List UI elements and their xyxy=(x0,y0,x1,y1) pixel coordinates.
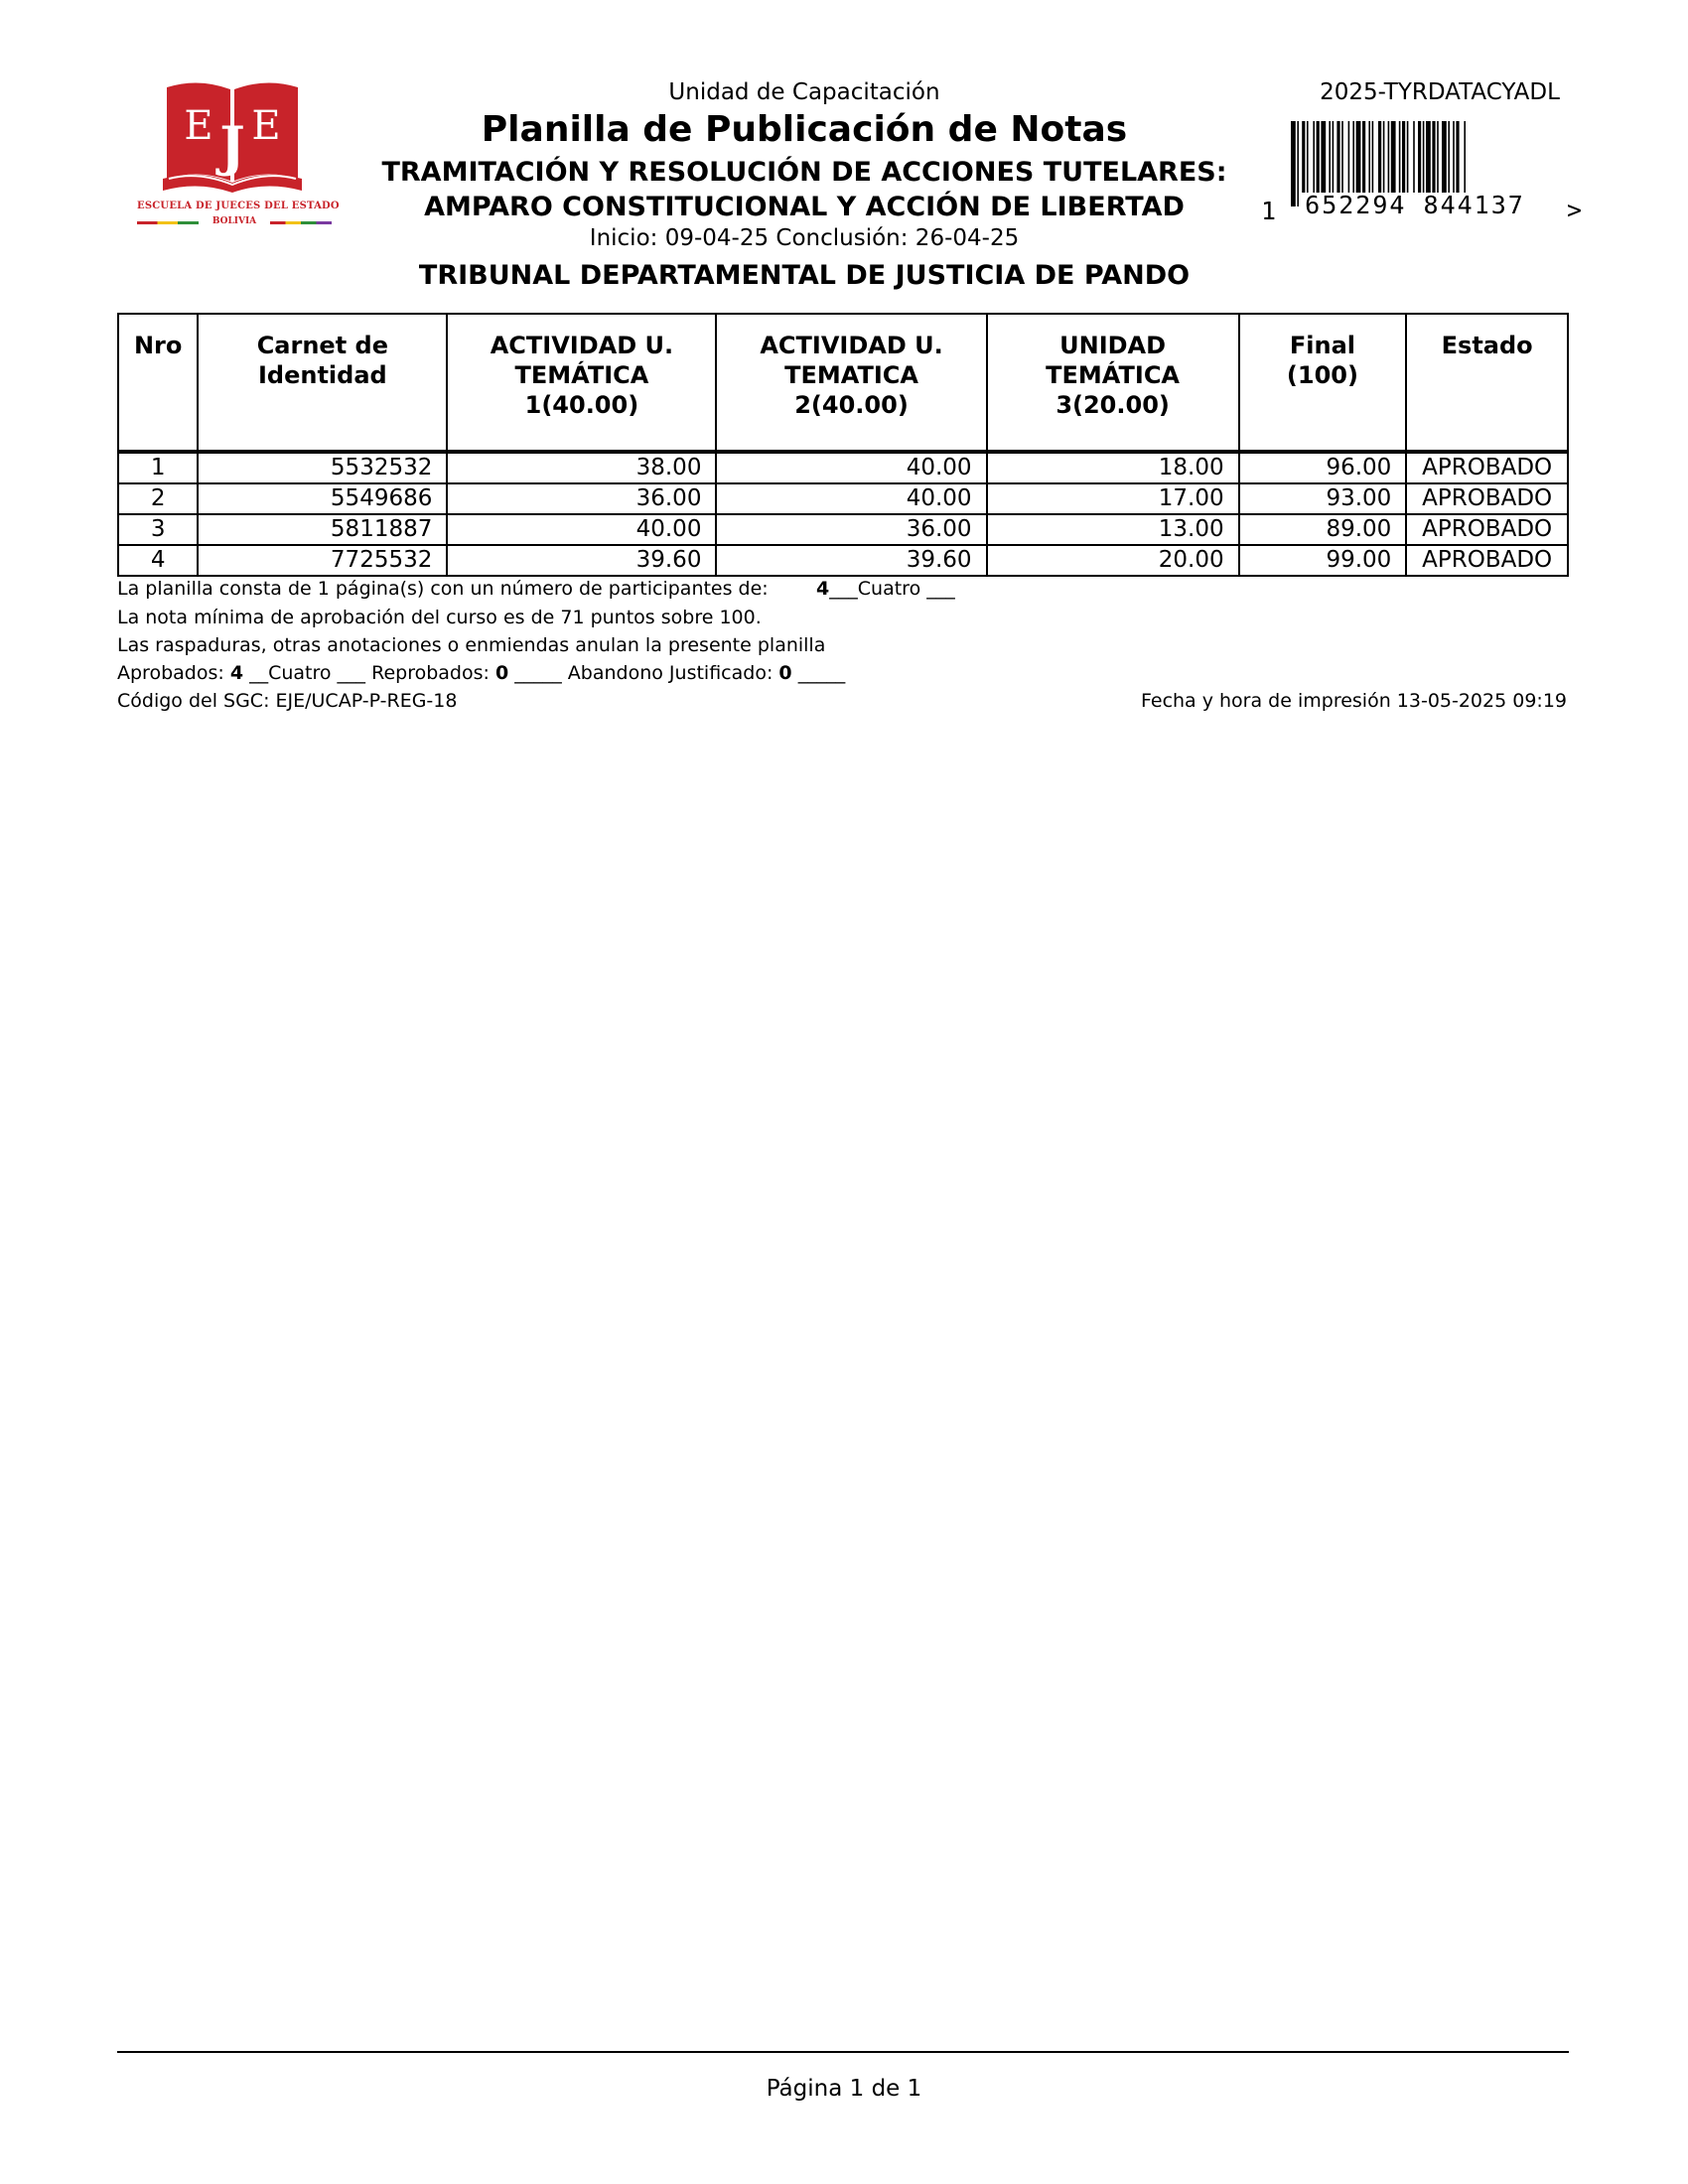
approved-label: Aprobados: xyxy=(117,662,224,684)
cell-unit3: 20.00 xyxy=(987,545,1239,576)
warning-note: Las raspaduras, otras anotaciones o enmiendas anulan la presente planilla xyxy=(117,634,826,656)
approved-words: __Cuatro ___ xyxy=(249,662,366,684)
cell-unit3: 13.00 xyxy=(987,514,1239,545)
cell-activity1: 36.00 xyxy=(447,483,716,514)
table-row xyxy=(118,514,1568,545)
header-activity2 xyxy=(716,314,986,452)
barcode-arrow: > xyxy=(1567,196,1583,224)
header-carnet xyxy=(198,314,447,452)
logo-color-line-right xyxy=(270,221,332,224)
header-activity1-line2: TEMÁTICA xyxy=(514,361,649,389)
header-unit3-line2: TEMÁTICA xyxy=(1046,361,1181,389)
logo-text-school: ESCUELA DE JUECES DEL ESTADO xyxy=(137,201,340,211)
header-final-line2: (100) xyxy=(1286,361,1358,389)
header-activity2-line1: ACTIVIDAD U. xyxy=(760,332,943,359)
header-unit3-line1: UNIDAD xyxy=(1059,332,1167,359)
cell-unit3: 17.00 xyxy=(987,483,1239,514)
cell-final: 96.00 xyxy=(1239,452,1407,483)
print-date: Fecha y hora de impresión 13-05-2025 09:19 xyxy=(1140,690,1567,712)
cell-ci: 5549686 xyxy=(198,483,447,514)
cell-nro: 3 xyxy=(118,514,198,545)
cell-activity1: 38.00 xyxy=(447,452,716,483)
cell-nro: 2 xyxy=(118,483,198,514)
barcode-bar xyxy=(1291,121,1296,206)
header-carnet-line2: Identidad xyxy=(257,361,387,389)
cell-activity2: 40.00 xyxy=(716,483,986,514)
table-header-row xyxy=(118,314,1568,452)
cell-final: 89.00 xyxy=(1239,514,1407,545)
barcode-bar xyxy=(1297,121,1299,206)
cell-activity1: 39.60 xyxy=(447,545,716,576)
header-nro-label: Nro xyxy=(133,332,183,359)
tribunal-name: TRIBUNAL DEPARTAMENTAL DE JUSTICIA DE PANDO xyxy=(418,260,1191,291)
header-activity1-line3: 1(40.00) xyxy=(524,391,639,419)
participants-words: ___Cuatro ___ xyxy=(829,578,955,600)
cell-ci: 5532532 xyxy=(198,452,447,483)
approved-count: 4 xyxy=(229,662,244,684)
cell-estado: APROBADO xyxy=(1406,545,1568,576)
logo-text-country: BOLIVIA xyxy=(211,216,257,226)
participants-note xyxy=(117,578,955,600)
header-activity1-line1: ACTIVIDAD U. xyxy=(490,332,674,359)
logo-letter-right: E xyxy=(251,103,281,149)
header-estado xyxy=(1406,314,1568,452)
document-code: 2025-TYRDATACYADL xyxy=(1320,79,1560,105)
participants-count: 4 xyxy=(816,578,830,600)
header-estado-label: Estado xyxy=(1441,332,1533,359)
cell-activity2: 39.60 xyxy=(716,545,986,576)
grades-table xyxy=(117,313,1569,577)
cell-nro: 1 xyxy=(118,452,198,483)
participants-text: La planilla consta de 1 página(s) con un número de participantes de: xyxy=(117,578,769,600)
table-row xyxy=(118,483,1568,514)
header-final-line1: Final xyxy=(1289,332,1356,359)
table-row xyxy=(118,545,1568,576)
abandon-label: Abandono Justificado: xyxy=(567,662,774,684)
abandon-count: 0 xyxy=(778,662,792,684)
footer-divider xyxy=(117,2051,1569,2053)
failed-label: Reprobados: xyxy=(371,662,490,684)
header-activity2-line2: TEMATICA xyxy=(784,361,918,389)
header-final xyxy=(1239,314,1407,452)
cell-ci: 7725532 xyxy=(198,545,447,576)
cell-estado: APROBADO xyxy=(1406,514,1568,545)
cell-activity1: 40.00 xyxy=(447,514,716,545)
page-title: Planilla de Publicación de Notas xyxy=(481,109,1128,150)
header-unit3-line3: 3(20.00) xyxy=(1055,391,1170,419)
cell-estado: APROBADO xyxy=(1406,483,1568,514)
barcode-digits: 652294 844137 xyxy=(1302,193,1528,218)
course-dates: Inicio: 09-04-25 Conclusión: 26-04-25 xyxy=(589,225,1020,251)
book-logo-icon xyxy=(163,79,302,193)
failed-blank: _____ xyxy=(514,662,562,684)
logo xyxy=(137,77,340,236)
cell-final: 99.00 xyxy=(1239,545,1407,576)
cell-activity2: 40.00 xyxy=(716,452,986,483)
header-nro xyxy=(118,314,198,452)
header-unit3 xyxy=(987,314,1239,452)
logo-letter-middle: J xyxy=(219,114,245,178)
course-title-line1: TRAMITACIÓN Y RESOLUCIÓN DE ACCIONES TUTELARES: xyxy=(381,157,1227,188)
page-number: Página 1 de 1 xyxy=(766,2076,922,2102)
results-summary xyxy=(117,662,845,684)
header-activity2-line3: 2(40.00) xyxy=(794,391,909,419)
unit-name: Unidad de Capacitación xyxy=(668,79,940,105)
barcode-first-digit: 1 xyxy=(1261,197,1277,225)
cell-ci: 5811887 xyxy=(198,514,447,545)
header-carnet-line1: Carnet de xyxy=(256,332,388,359)
cell-estado: APROBADO xyxy=(1406,452,1568,483)
cell-activity2: 36.00 xyxy=(716,514,986,545)
logo-letter-left: E xyxy=(184,103,213,149)
abandon-blank: _____ xyxy=(797,662,846,684)
cell-unit3: 18.00 xyxy=(987,452,1239,483)
sgc-code: Código del SGC: EJE/UCAP-P-REG-18 xyxy=(117,690,458,712)
table-row xyxy=(118,452,1568,483)
cell-nro: 4 xyxy=(118,545,198,576)
failed-count: 0 xyxy=(494,662,509,684)
cell-final: 93.00 xyxy=(1239,483,1407,514)
min-grade-note: La nota mínima de aprobación del curso es de 71 puntos sobre 100. xyxy=(117,607,762,628)
header-activity1 xyxy=(447,314,716,452)
course-title-line2: AMPARO CONSTITUCIONAL Y ACCIÓN DE LIBERTAD xyxy=(424,192,1185,222)
